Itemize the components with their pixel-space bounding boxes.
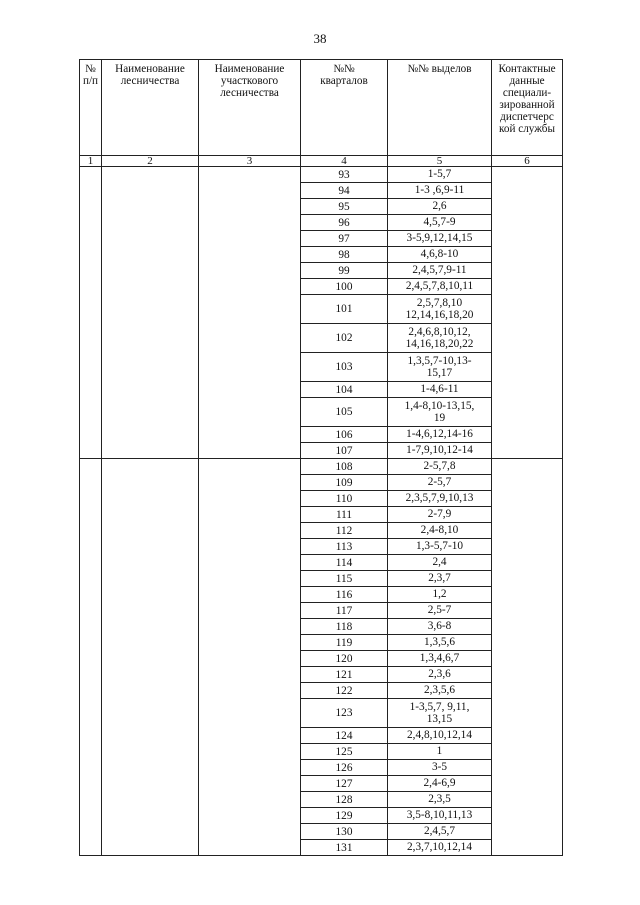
kvartal-cell: 96 xyxy=(301,215,388,231)
column-number: 2 xyxy=(102,156,199,167)
vydely-cell xyxy=(388,571,492,587)
column-number: 6 xyxy=(492,156,563,167)
kvartal-cell: 109 xyxy=(301,475,388,491)
vydely-cell xyxy=(388,167,492,183)
kvartal-cell: 125 xyxy=(301,744,388,760)
vydely-cell xyxy=(388,183,492,199)
kvartal-cell: 116 xyxy=(301,587,388,603)
vydely-line: 1-3,5,7, 9,11, xyxy=(409,700,470,713)
kvartal-cell: 115 xyxy=(301,571,388,587)
vydely-cell xyxy=(388,215,492,231)
vydely-cell xyxy=(388,247,492,263)
kvartal-cell: 104 xyxy=(301,382,388,398)
column-header-line: зированной xyxy=(499,99,555,111)
column-header-2 xyxy=(102,60,199,156)
vydely-line: 1,3-5,7-10 xyxy=(415,540,464,553)
kvartal-cell: 123 xyxy=(301,699,388,728)
vydely-cell xyxy=(388,651,492,667)
vydely-line: 2,3,7,10,12,14 xyxy=(407,841,472,854)
forestry-name-cell xyxy=(102,459,199,856)
vydely-line: 2,4-6,9 xyxy=(423,777,456,790)
kvartal-cell: 130 xyxy=(301,824,388,840)
kvartal-cell: 112 xyxy=(301,523,388,539)
kvartal-cell: 122 xyxy=(301,683,388,699)
vydely-line: 3,5-8,10,11,13 xyxy=(406,809,473,822)
column-header-line: данные xyxy=(509,75,545,87)
kvartal-cell: 105 xyxy=(301,398,388,427)
vydely-line: 2,4-8,10 xyxy=(420,524,459,537)
vydely-cell xyxy=(388,667,492,683)
kvartal-cell: 113 xyxy=(301,539,388,555)
vydely-line: 4,5,7-9 xyxy=(423,216,456,229)
row-number-cell xyxy=(80,459,102,856)
vydely-cell xyxy=(388,507,492,523)
kvartal-cell: 102 xyxy=(301,324,388,353)
vydely-line: 12,14,16,18,20 xyxy=(405,309,474,321)
vydely-cell xyxy=(388,523,492,539)
vydely-line: 2,4,5,7,9-11 xyxy=(412,264,467,277)
vydely-cell xyxy=(388,324,492,353)
district-forestry-cell xyxy=(199,459,301,856)
vydely-line: 1,3,4,6,7 xyxy=(419,652,460,665)
kvartal-cell: 93 xyxy=(301,167,388,183)
vydely-cell xyxy=(388,427,492,443)
column-header-5 xyxy=(388,60,492,156)
column-number-row xyxy=(80,156,563,167)
kvartal-cell: 111 xyxy=(301,507,388,523)
kvartal-cell: 131 xyxy=(301,840,388,856)
vydely-line: 4,6,8-10 xyxy=(420,248,459,261)
column-header-line: № xyxy=(85,63,96,75)
kvartal-cell: 106 xyxy=(301,427,388,443)
vydely-cell xyxy=(388,635,492,651)
kvartal-cell: 118 xyxy=(301,619,388,635)
kvartal-cell: 124 xyxy=(301,728,388,744)
kvartal-cell: 108 xyxy=(301,459,388,475)
kvartal-cell: 114 xyxy=(301,555,388,571)
vydely-line: 1,3,5,7-10,13- xyxy=(407,354,472,367)
vydely-line: 19 xyxy=(433,412,446,424)
column-header-line: лесничества xyxy=(220,87,279,99)
vydely-line: 2-5,7,8 xyxy=(423,460,456,473)
vydely-line: 2,5,7,8,10 xyxy=(416,296,463,309)
kvartal-cell: 117 xyxy=(301,603,388,619)
contact-cell xyxy=(492,459,563,856)
column-header-line: кой службы xyxy=(498,123,556,135)
vydely-line: 1-7,9,10,12-14 xyxy=(406,444,473,457)
vydely-line: 2,4,6,8,10,12, xyxy=(408,325,471,338)
vydely-cell xyxy=(388,382,492,398)
column-header-3 xyxy=(199,60,301,156)
forestry-name-cell xyxy=(102,167,199,459)
vydely-cell xyxy=(388,619,492,635)
column-header-line: Контактные xyxy=(498,63,556,75)
vydely-cell xyxy=(388,491,492,507)
vydely-line: 2,3,5 xyxy=(428,793,451,806)
vydely-cell xyxy=(388,792,492,808)
vydely-cell xyxy=(388,279,492,295)
vydely-line: 1 xyxy=(436,745,443,758)
kvartal-cell: 97 xyxy=(301,231,388,247)
vydely-line: 2,3,6 xyxy=(428,668,451,681)
vydely-line: 1,2 xyxy=(432,588,447,601)
row-number-cell xyxy=(80,167,102,459)
vydely-cell xyxy=(388,760,492,776)
vydely-cell xyxy=(388,263,492,279)
vydely-line: 15,17 xyxy=(426,367,453,379)
vydely-cell xyxy=(388,603,492,619)
kvartal-cell: 98 xyxy=(301,247,388,263)
column-header-line: №№ выделов xyxy=(407,63,472,75)
kvartal-cell: 107 xyxy=(301,443,388,459)
vydely-cell xyxy=(388,353,492,382)
vydely-line: 2,4 xyxy=(432,556,447,569)
vydely-cell xyxy=(388,539,492,555)
column-header-6 xyxy=(492,60,563,156)
vydely-line: 14,16,18,20,22 xyxy=(405,338,474,350)
column-header-line: лесничества xyxy=(120,75,180,87)
vydely-line: 13,15 xyxy=(426,713,453,725)
column-header-line: п/п xyxy=(82,75,99,87)
column-header-line: №№ xyxy=(333,63,355,75)
vydely-line: 2,4,5,7,8,10,11 xyxy=(405,280,474,293)
vydely-line: 2,3,5,7,9,10,13 xyxy=(405,492,474,505)
column-header-line: Наименование xyxy=(214,63,285,75)
vydely-cell xyxy=(388,199,492,215)
vydely-line: 1-5,7 xyxy=(427,168,452,181)
table-row xyxy=(80,459,563,475)
vydely-cell xyxy=(388,587,492,603)
vydely-cell xyxy=(388,295,492,324)
vydely-cell xyxy=(388,808,492,824)
column-header-line: кварталов xyxy=(320,75,368,87)
vydely-cell xyxy=(388,728,492,744)
vydely-cell xyxy=(388,776,492,792)
vydely-cell xyxy=(388,744,492,760)
vydely-cell xyxy=(388,824,492,840)
column-number: 3 xyxy=(199,156,301,167)
vydely-line: 1-4,6,12,14-16 xyxy=(406,428,473,441)
kvartal-cell: 99 xyxy=(301,263,388,279)
vydely-line: 2,4,5,7 xyxy=(423,825,456,838)
vydely-line: 3,6-8 xyxy=(427,620,452,633)
kvartal-cell: 103 xyxy=(301,353,388,382)
kvartal-cell: 100 xyxy=(301,279,388,295)
vydely-cell xyxy=(388,555,492,571)
column-number: 4 xyxy=(301,156,388,167)
vydely-cell xyxy=(388,231,492,247)
vydely-line: 1,4-8,10-13,15, xyxy=(404,399,475,412)
column-header-line: диспетчерс xyxy=(500,111,554,123)
column-header-4 xyxy=(301,60,388,156)
kvartal-cell: 121 xyxy=(301,667,388,683)
kvartal-cell: 129 xyxy=(301,808,388,824)
column-header-line: Наименование xyxy=(115,63,185,75)
table-body xyxy=(80,167,563,856)
vydely-line: 1-4,6-11 xyxy=(420,383,459,396)
kvartal-cell: 120 xyxy=(301,651,388,667)
vydely-line: 2,5-7 xyxy=(427,604,452,617)
column-header-1 xyxy=(80,60,102,156)
column-header-line: специали- xyxy=(502,87,552,99)
vydely-line: 2,3,5,6 xyxy=(423,684,456,697)
table-row xyxy=(80,167,563,183)
vydely-line: 3-5 xyxy=(431,761,448,774)
vydely-cell xyxy=(388,699,492,728)
vydely-cell xyxy=(388,443,492,459)
vydely-line: 2-5,7 xyxy=(427,476,452,489)
kvartal-cell: 95 xyxy=(301,199,388,215)
kvartal-cell: 128 xyxy=(301,792,388,808)
vydely-cell xyxy=(388,398,492,427)
column-number: 1 xyxy=(80,156,102,167)
column-number: 5 xyxy=(388,156,492,167)
contact-cell xyxy=(492,167,563,459)
vydely-line: 2-7,9 xyxy=(427,508,452,521)
forestry-table xyxy=(79,59,563,856)
vydely-line: 2,3,7 xyxy=(428,572,451,585)
vydely-line: 2,4,8,10,12,14 xyxy=(407,729,472,742)
vydely-cell xyxy=(388,840,492,856)
kvartal-cell: 101 xyxy=(301,295,388,324)
page-number: 38 xyxy=(313,31,327,46)
kvartal-cell: 127 xyxy=(301,776,388,792)
column-header-line: участкового xyxy=(220,75,279,87)
vydely-cell xyxy=(388,475,492,491)
vydely-line: 1,3,5,6 xyxy=(423,636,456,649)
vydely-line: 2,6 xyxy=(432,200,447,213)
vydely-cell xyxy=(388,683,492,699)
vydely-line: 1-3 ,6,9-11 xyxy=(414,184,465,197)
kvartal-cell: 94 xyxy=(301,183,388,199)
vydely-cell xyxy=(388,459,492,475)
vydely-line: 3-5,9,12,14,15 xyxy=(406,232,473,245)
header-row xyxy=(80,60,563,156)
kvartal-cell: 119 xyxy=(301,635,388,651)
district-forestry-cell xyxy=(199,167,301,459)
kvartal-cell: 126 xyxy=(301,760,388,776)
kvartal-cell: 110 xyxy=(301,491,388,507)
